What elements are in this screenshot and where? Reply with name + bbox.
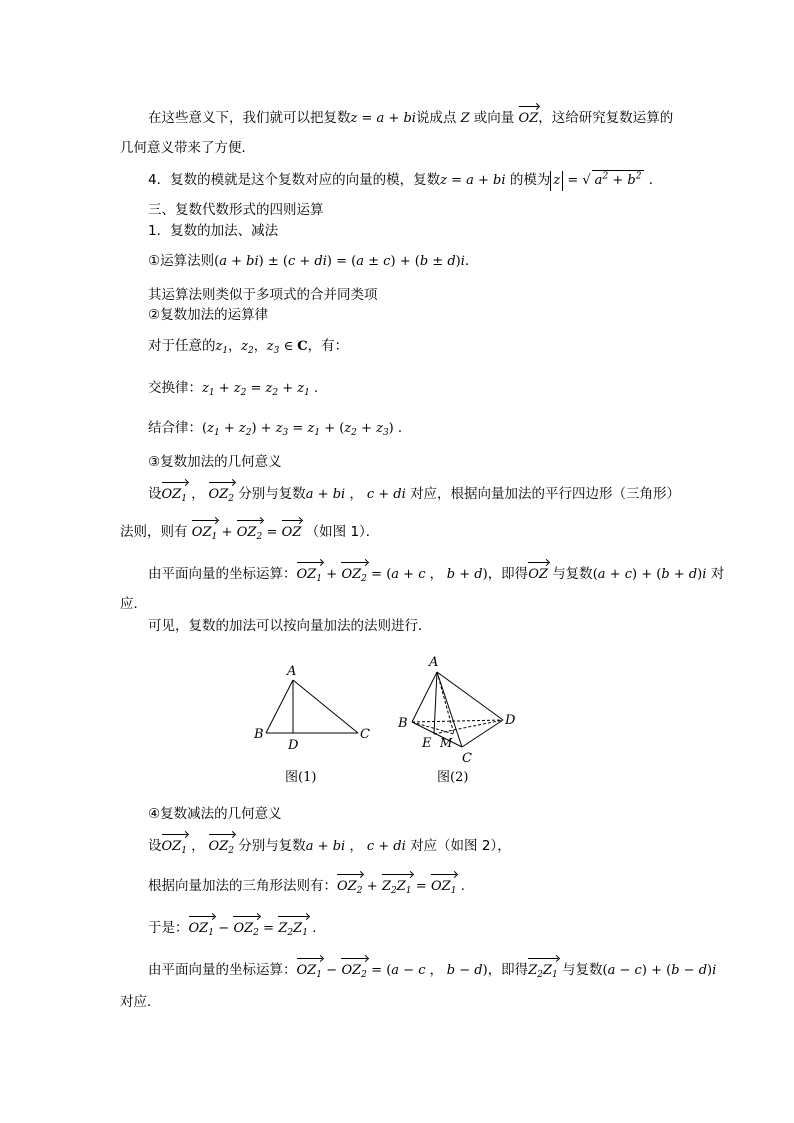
set-2-line: 设$OZ_1$ ， $OZ_2$ 分别与复数a + bi ， c + di 对应（如图 2）， [148,838,511,856]
vector-OZ-b: OZ [282,523,302,543]
vector-OZ2-g: $OZ_2$ [341,963,367,980]
fig2-label-e: E [422,736,432,751]
set2-mid: 分别与复数 [238,838,306,854]
math-complex-diff: (a − c) + (b − d)i [602,963,717,978]
vector-OZ1-g: $OZ_1$ [296,963,322,980]
fig1-edge-ab [266,680,293,733]
fig2-edge-am [437,672,454,734]
fig1-label-b: B [254,727,264,742]
p1-after-z: 说成点 [415,110,457,126]
figure-1-caption: 图(1) [285,770,317,785]
vector-OZ1: $OZ_1$ [161,487,187,504]
fig2-edge-bd [412,720,503,722]
forall-before: 对于任意的 [148,338,216,354]
math-modulus: z = √ $a^2 + b^2$ [550,173,644,188]
p2-mid: 的模为 [509,172,551,188]
math-forall: $z_1$，$z_2$，$z_3$ ∈ C [215,339,308,356]
vector-Z2Z1-f: $Z_2Z_1$ [278,921,308,938]
commutative-line [148,378,318,399]
p1-line2: 几何意义带来了方便． [120,140,255,156]
coord2-mid: ，即得 [487,962,529,978]
fig2-edge-cd [462,720,503,747]
vector-OZ1-e: $OZ_1$ [431,879,457,896]
coord-line: 由平面向量的坐标运算：$OZ_1 + OZ_2 = (a + c$ ， b + d)，即得OZ 与复数(a + c) + (b + d)i 对 [148,566,725,584]
fig2-label-c: C [462,751,472,766]
paragraph-1-line-1 [148,108,673,129]
set2-after: 对应（如图 2）， [410,838,511,854]
rule-1-end: ． [464,253,479,269]
add-law-title [148,305,268,325]
math-z-eq-2: z = a + bi [440,173,506,188]
math-coord-diff: = (a − c ， b − d) [371,963,488,978]
vector-OZ2-f: $OZ_2$ [233,921,259,938]
triangle-line: 根据向量加法的三角形法则有：$OZ_2 + Z_2Z_1 = OZ_1$ . [148,878,465,896]
forall-line [148,336,348,357]
p2-before: 4．复数的模就是这个复数对应的向量的模，复数 [148,172,441,188]
coord-line-2 [120,594,147,614]
vector-OZ1-c: $OZ_1$ [296,567,322,584]
geo-sub-title-text: ④复数减法的几何意义 [148,806,282,822]
associative-label: 结合律： [148,420,202,436]
add-law-title-text: ②复数加法的运算律 [148,307,269,323]
math-z-eq: z = a + bi [350,111,416,126]
vector-OZ1-f: $OZ_1$ [188,921,214,938]
geo-sub-title [148,804,282,824]
p2-end: ． [648,172,663,188]
commutative-label: 交换律： [148,380,202,396]
forall-after: ，有： [307,338,349,354]
heading-3 [148,200,324,220]
set1-after: 对应，根据向量加法的平行四边形（三角形） [410,486,681,502]
fig1-label-c: C [360,727,370,742]
rule-line: 法则，则有 $OZ_1 + OZ_2$ = OZ （如图 1）． [120,524,380,542]
rule-line-after: （如图 1）． [305,524,380,540]
math-associative: $(z_1 + z_2) + z_3 = z_1 + (z_2 + z_3)$ . [202,421,403,438]
subheading-1-text: 1．复数的加法、减法 [148,223,279,239]
p1-before: 在这些意义下，我们就可以把复数 [148,110,351,126]
rule-1-label: ①运算法则 [148,253,215,269]
vector-Z2Z1: $Z_2Z_1$ [381,879,412,896]
coord-2-line-2 [120,992,161,1012]
set1-mid: 分别与复数 [238,486,306,502]
vector-OZ-c: OZ [528,565,548,585]
set1-before: 设 [148,486,162,502]
coord-before: 由平面向量的坐标运算： [148,566,297,582]
paragraph-2 [148,170,662,191]
figure-2-caption: 图(2) [437,770,469,785]
math-commutative: $z_1 + z_2 = z_2 + z_1$ . [202,381,319,398]
rule-1 [148,251,478,272]
vector-OZ1-d: $OZ_1$ [161,839,187,856]
fig2-edge-ae [434,672,437,734]
fig2-edge-ab [412,672,437,722]
math-c-di-2: c + di [366,839,406,854]
math-c-di: c + di [366,487,406,502]
fig1-label-a: A [287,664,297,679]
fig2-label-d: D [505,713,516,728]
math-Z: Z [456,111,474,126]
geo-add-title-text: ③复数加法的几何意义 [148,454,282,470]
associative-line [148,418,402,439]
vector-OZ2-e: $OZ_2$ [337,879,363,896]
vector-OZ1-b: $OZ_1$ [191,525,218,542]
math-complex-sum: (a + c) + (b + d)i [592,567,707,582]
figure-2-pyramid [392,652,522,767]
fig2-label-a: A [429,655,439,670]
math-a-bi-2: a + bi [305,839,346,854]
p1-end: ，这给研究复数运算的 [538,110,674,126]
visible-line [148,616,432,636]
math-a-bi: a + bi [305,487,346,502]
fig1-edge-ac [293,680,358,733]
thus-before: 于是： [148,920,189,936]
fig2-label-b: B [398,716,408,731]
coord-mid: ，即得 [487,566,529,582]
vector-OZ2-d: $OZ_2$ [208,839,234,856]
thus-line: 于是：$OZ_1 - OZ_2 = Z_2Z_1$ . [148,920,317,938]
vector-OZ2: $OZ_2$ [208,487,234,504]
vector-OZ2-c: $OZ_2$ [341,567,367,584]
vector-Z2Z1-g: $Z_2Z_1$ [528,963,558,980]
coord-end: 对 [710,566,725,582]
paragraph-1-line-2 [120,138,255,158]
coord-line2-text: 应． [120,596,147,612]
figure-1-triangle [250,660,380,755]
similar-text: 其运算法则类似于多项式的合并同类项 [148,287,378,303]
fig2-label-m: M [440,736,453,750]
subheading-1 [148,221,278,241]
fig1-label-d: D [288,738,299,753]
set-1-line: 设$OZ_1$ ， $OZ_2$ 分别与复数a + bi ， c + di 对应，根据向量加法的平行四边形（三角形） [148,486,681,504]
coord-2-line: 由平面向量的坐标运算：$OZ_1 - OZ_2 = (a - c$ ， b − d)，即得$Z_2Z_1$ 与复数(a − c) + (b − d)i [148,962,717,980]
rule-line-before: 法则，则有 [120,524,188,540]
coord2-with: 与复数 [562,962,603,978]
math-rule-1: (a + bi) ± (c + di) = (a ± c) + (b ± d)i [214,254,465,269]
visible-text: 可见，复数的加法可以按向量加法的法则进行． [148,618,432,634]
vector-OZ: OZ [519,109,539,129]
triangle-before: 根据向量加法的三角形法则有： [148,878,337,894]
coord2-line2-text: 对应． [120,994,161,1010]
vector-OZ2-b: $OZ_2$ [236,525,263,542]
heading-3-text: 三、复数代数形式的四则运算 [148,202,324,218]
coord2-before: 由平面向量的坐标运算： [148,962,297,978]
fig2-edge-ad [437,672,503,720]
p1-or: 或向量 [473,110,515,126]
math-coord-sum: = (a + c ， b + d) [371,567,488,582]
set2-before: 设 [148,838,162,854]
similar-line [148,285,378,305]
geo-add-title [148,452,282,472]
coord-with: 与复数 [552,566,593,582]
